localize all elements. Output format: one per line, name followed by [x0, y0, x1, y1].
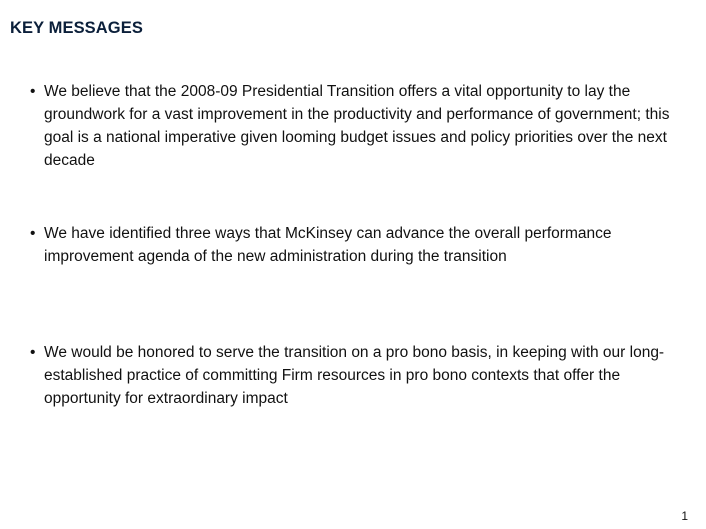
- bullet-text-2: We have identified three ways that McKinsey can advance the overall performance improvement agenda of the new administration during the transition: [44, 225, 612, 265]
- bullet-text-1: We believe that the 2008-09 Presidential Transition offers a vital opportunity to lay the groundwork for a vast improvement in the productivity and performance of government; this goal is a national imperative given looming budget issues and policy priorities over the next decade: [44, 83, 670, 169]
- page-number: 1: [681, 509, 688, 523]
- bullet-text-3: We would be honored to serve the transition on a pro bono basis, in keeping with our long-established practice of committing Firm resources in pro bono contexts that offer the opportunity for extraordinary impact: [44, 344, 665, 407]
- slide-title: KEY MESSAGES: [10, 19, 143, 37]
- bullet-item-1: [30, 80, 690, 172]
- bullet-item-3: [30, 341, 690, 410]
- bullet-marker-icon: •: [30, 83, 36, 100]
- bullet-item-2: [30, 222, 690, 268]
- bullet-marker-icon: •: [30, 225, 36, 242]
- bullet-marker-icon: •: [30, 344, 36, 361]
